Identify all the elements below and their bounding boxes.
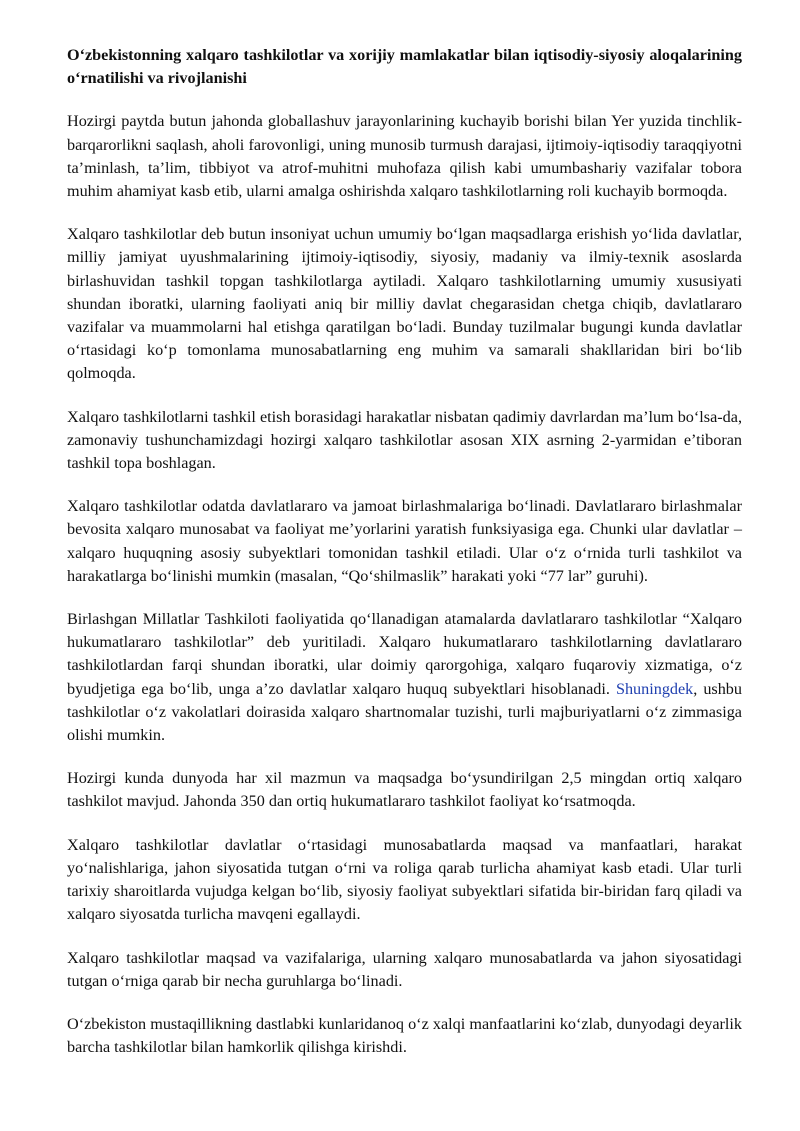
paragraph-text: Birlashgan Millatlar Tashkiloti faoliyatida qoʻllanadigan atamalarda davlatlararo tashkilotlar “Xalqaro hukumatlararo tashkilotlar” deb yuritiladi. Xalqaro hukumatlararo tashkilotlarning davlatlararo tashkilotlardan farqi shundan iboratki, ular doimiy qarorgohiga, xalqaro fuqaroviy xizmatiga, oʻz byudjetiga ega boʻlib, unga a’zo davlatlar xalqaro huquq subyektlari hisoblanadi.: [67, 610, 742, 698]
shuningdek-link[interactable]: Shuningdek: [615, 679, 694, 698]
paragraph: Xalqaro tashkilotlar davlatlar oʻrtasidagi munosabatlarda maqsad va manfaatlari, harakat yoʻnalishlariga, jahon siyosatida tutgan oʻrni va roliga qarab turlicha ahamiyat kasb etadi. Ular turli tarixiy sharoitlarda vujudga kelgan boʻlib, siyosiy faoliyat subyektlari sifatida bir-biridan farq qiladi va xalqaro siyosatda turlicha mavqeni egallaydi.: [67, 835, 742, 924]
document-title: Oʻzbekistonning xalqaro tashkilotlar va xorijiy mamlakatlar bilan iqtisodiy-siyosiy aloqalarining oʻrnatilishi va rivojlanishi: [67, 46, 742, 88]
paragraph: Xalqaro tashkilotlar maqsad va vazifalariga, ularning xalqaro munosabatlarda va jahon siyosatidagi tutgan oʻrniga qarab bir necha guruhlarga boʻlinadi.: [67, 948, 742, 990]
paragraph: Hozirgi kunda dunyoda har xil mazmun va maqsadga boʻysundirilgan 2,5 mingdan ortiq xalqaro tashkilot mavjud. Jahonda 350 dan ortiq hukumatlararo tashkilot faoliyat koʻrsatmoqda.: [67, 769, 742, 811]
paragraph: Xalqaro tashkilotlarni tashkil etish borasidagi harakatlar nisbatan qadimiy davrlardan ma’lum boʻlsa-da, zamonaviy tushunchamizdagi hozirgi xalqaro tashkilotlar asosan XIX asrning 2-yarmidan e’tiboran tashkil topa boshlagan.: [67, 407, 742, 473]
paragraph: Oʻzbekiston mustaqillikning dastlabki kunlaridanoq oʻz xalqi manfaatlarini koʻzlab, dunyodagi deyarlik barcha tashkilotlar bilan hamkorlik qilishga kirishdi.: [67, 1014, 742, 1057]
paragraph: Xalqaro tashkilotlar odatda davlatlararo va jamoat birlashmalariga boʻlinadi. Davlatlararo birlashmalar bevosita xalqaro munosabat va faoliyat me’yorlarini yaratish funksiyasiga ega. Chunki ular davlatlar – xalqaro huquqning asosiy subyektlari tomonidan tashkil etiladi. Ular oʻz oʻrnida turli tashkilot va harakatlarga boʻlinishi mumkin (masalan, “Qoʻshilmaslik” harakati yoki “77 lar” guruhi).: [67, 497, 742, 585]
paragraph: Xalqaro tashkilotlar deb butun insoniyat uchun umumiy boʻlgan maqsadlarga erishish yoʻlida davlatlar, milliy jamiyat uyushmalarining ijtimoiy-iqtisodiy, siyosiy, madaniy va ilmiy-texnik asoslarda birlashuvidan tashkil topgan tashkilotlarga aytiladi. Xalqaro tashkilotlarning umumiy xususiyati shundan iboratki, ularning faoliyati aniq bir milliy davlat chegarasidan chetga chiqib, davlatlararo vazifalar va muammolarni hal etishga qaratilgan boʻladi. Bunday tuzilmalar bugungi kunda davlatlar oʻrtasidagi koʻp tomonlama munosabatlarning eng muhim va samarali shakllaridan biri boʻlib qolmoqda.: [67, 225, 742, 383]
paragraph: Hozirgi paytda butun jahonda globallashuv jarayonlarining kuchayib borishi bilan Yer yuzida tinchlik-barqarorlikni saqlash, aholi farovonligi, uning munosib turmush darajasi, ijtimoiy-iqtisodiy taraqqiyotni ta’minlash, ta’lim, tibbiyot va atrof-muhitni muhofaza qilish kabi umumbashariy vazifalar tobora muhim ahamiyat kasb etib, ularni amalga oshirishda xalqaro tashkilotlarning roli kuchayib bormoqda.: [67, 112, 742, 201]
paragraph-text: , ushbu tashkilotlar oʻz vakolatlari doirasida xalqaro shartnomalar tuzishi, turli majburiyatlarni oʻz zimmasiga olishi mumkin.: [67, 679, 742, 745]
document-page: [67, 44, 742, 1079]
paragraph-with-link: [67, 608, 742, 747]
